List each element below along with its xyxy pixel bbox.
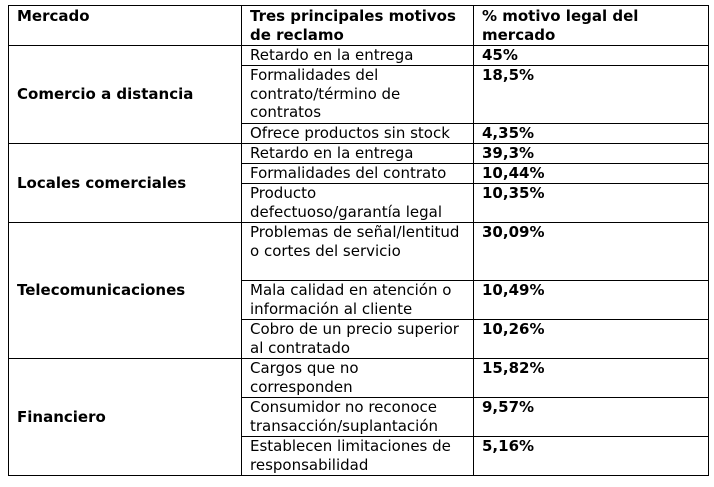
reason-cell: Ofrece productos sin stock <box>242 124 474 144</box>
reason-cell: Formalidades del contrato/término de contratos <box>242 66 474 124</box>
percent-cell: 10,49% <box>474 281 709 320</box>
percent-cell: 18,5% <box>474 66 709 124</box>
percent-cell: 4,35% <box>474 124 709 144</box>
reason-cell: Mala calidad en atención o información al cliente <box>242 281 474 320</box>
percent-cell: 10,44% <box>474 164 709 184</box>
table-row <box>9 359 709 398</box>
market-cell: Telecomunicaciones <box>9 223 242 359</box>
market-cell: Locales comerciales <box>9 144 242 223</box>
reason-cell: Cargos que no corresponden <box>242 359 474 398</box>
market-cell: Comercio a distancia <box>9 46 242 144</box>
percent-cell: 39,3% <box>474 144 709 164</box>
reason-cell: Establecen limitaciones de responsabilidad <box>242 437 474 476</box>
percent-cell: 10,26% <box>474 320 709 359</box>
percent-cell: 30,09% <box>474 223 709 281</box>
percent-cell: 5,16% <box>474 437 709 476</box>
percent-cell: 45% <box>474 46 709 66</box>
percent-cell: 10,35% <box>474 184 709 223</box>
header-reasons: Tres principales motivos de reclamo <box>242 6 474 46</box>
reason-cell: Problemas de señal/lentitud o cortes del servicio <box>242 223 474 281</box>
header-row <box>9 6 709 46</box>
header-market: Mercado <box>9 6 242 46</box>
reason-cell: Formalidades del contrato <box>242 164 474 184</box>
percent-cell: 9,57% <box>474 398 709 437</box>
reason-cell: Retardo en la entrega <box>242 46 474 66</box>
percent-cell: 15,82% <box>474 359 709 398</box>
reason-cell: Consumidor no reconoce transacción/suplantación <box>242 398 474 437</box>
reason-cell: Retardo en la entrega <box>242 144 474 164</box>
complaints-table <box>8 5 709 476</box>
table-row <box>9 46 709 66</box>
market-cell: Financiero <box>9 359 242 476</box>
header-percent: % motivo legal del mercado <box>474 6 709 46</box>
table-row <box>9 223 709 281</box>
reason-cell: Cobro de un precio superior al contratado <box>242 320 474 359</box>
reason-cell: Producto defectuoso/garantía legal <box>242 184 474 223</box>
table-row <box>9 144 709 164</box>
